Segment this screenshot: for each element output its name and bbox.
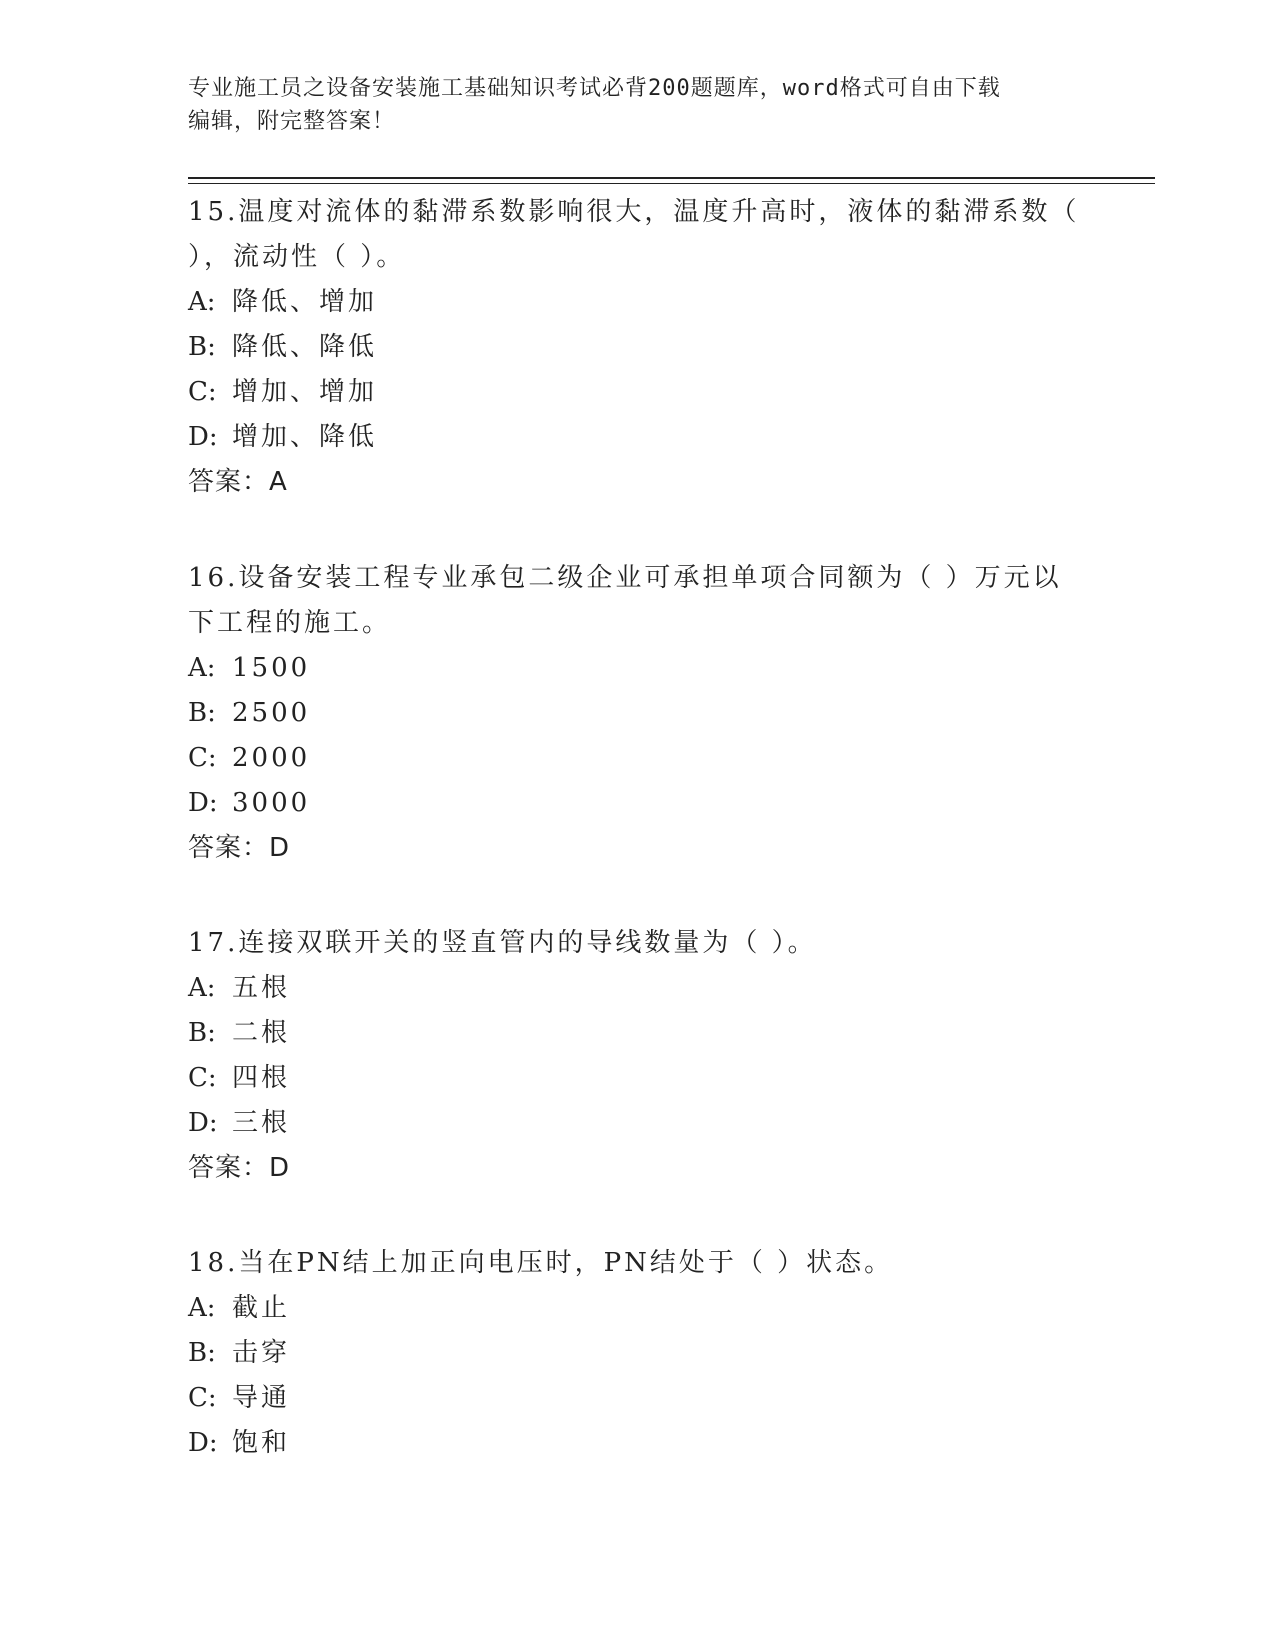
option-c xyxy=(188,736,1088,781)
question-text-line: 15.温度对流体的黏滞系数影响很大，温度升高时，液体的黏滞系数（ xyxy=(188,197,1080,227)
question-text-line: 下工程的施工。 xyxy=(188,608,392,638)
option-text: 3000 xyxy=(232,788,311,818)
option-a xyxy=(188,1286,1088,1331)
option-letter: A: xyxy=(188,973,216,1003)
question-18 xyxy=(188,1241,1088,1466)
option-letter: C: xyxy=(188,1063,217,1093)
option-letter: C: xyxy=(188,1383,217,1413)
option-letter: C: xyxy=(188,743,217,773)
option-a xyxy=(188,646,1088,691)
option-letter: A: xyxy=(188,287,216,317)
question-text-line: ），流动性（ ）。 xyxy=(188,242,406,272)
option-text: 饱和 xyxy=(232,1428,291,1458)
option-b xyxy=(188,1331,1088,1376)
question-16 xyxy=(188,556,1088,871)
option-d xyxy=(188,781,1088,826)
option-letter: A: xyxy=(188,653,216,683)
option-a xyxy=(188,280,1088,325)
option-letter: C: xyxy=(188,377,217,407)
option-text: 1500 xyxy=(232,653,311,683)
option-d xyxy=(188,415,1088,460)
option-text: 降低、增加 xyxy=(232,287,378,317)
option-text: 降低、降低 xyxy=(232,332,378,362)
answer-label: 答案：A xyxy=(188,467,288,497)
option-c xyxy=(188,1376,1088,1421)
option-letter: D: xyxy=(188,1428,218,1458)
answer-label: 答案：D xyxy=(188,1153,291,1183)
option-letter: B: xyxy=(188,698,216,728)
option-text: 击穿 xyxy=(232,1338,291,1368)
option-text: 五根 xyxy=(232,973,291,1003)
question-17 xyxy=(188,921,1088,1191)
option-text: 增加、增加 xyxy=(232,377,378,407)
option-text: 2500 xyxy=(232,698,311,728)
header-divider-thick xyxy=(188,177,1155,179)
option-text: 二根 xyxy=(232,1018,291,1048)
option-text: 增加、降低 xyxy=(232,422,378,452)
header-line-1: 专业施工员之设备安装施工基础知识考试必背200题题库，word格式可自由下载 xyxy=(188,76,1001,101)
option-text: 截止 xyxy=(232,1293,291,1323)
option-text: 导通 xyxy=(232,1383,291,1413)
document-header xyxy=(188,72,1088,138)
option-a xyxy=(188,966,1088,1011)
option-letter: D: xyxy=(188,788,218,818)
option-c xyxy=(188,1056,1088,1101)
option-letter: D: xyxy=(188,422,218,452)
option-c xyxy=(188,370,1088,415)
answer-label: 答案：D xyxy=(188,833,291,863)
header-divider-thin xyxy=(188,183,1155,184)
option-d xyxy=(188,1421,1088,1466)
option-b xyxy=(188,325,1088,370)
header-line-2: 编辑，附完整答案！ xyxy=(188,109,396,134)
question-text-line: 16.设备安装工程专业承包二级企业可承担单项合同额为（ ）万元以 xyxy=(188,563,1062,593)
option-letter: A: xyxy=(188,1293,216,1323)
option-letter: B: xyxy=(188,332,216,362)
option-letter: B: xyxy=(188,1338,216,1368)
question-15 xyxy=(188,190,1088,505)
option-text: 2000 xyxy=(232,743,311,773)
option-text: 四根 xyxy=(232,1063,291,1093)
option-letter: B: xyxy=(188,1018,216,1048)
question-text-line: 18.当在PN结上加正向电压时，PN结处于（ ）状态。 xyxy=(188,1248,894,1278)
option-text: 三根 xyxy=(232,1108,291,1138)
option-b xyxy=(188,691,1088,736)
question-text-line: 17.连接双联开关的竖直管内的导线数量为（ ）。 xyxy=(188,928,817,958)
option-letter: D: xyxy=(188,1108,218,1138)
option-d xyxy=(188,1101,1088,1146)
option-b xyxy=(188,1011,1088,1056)
